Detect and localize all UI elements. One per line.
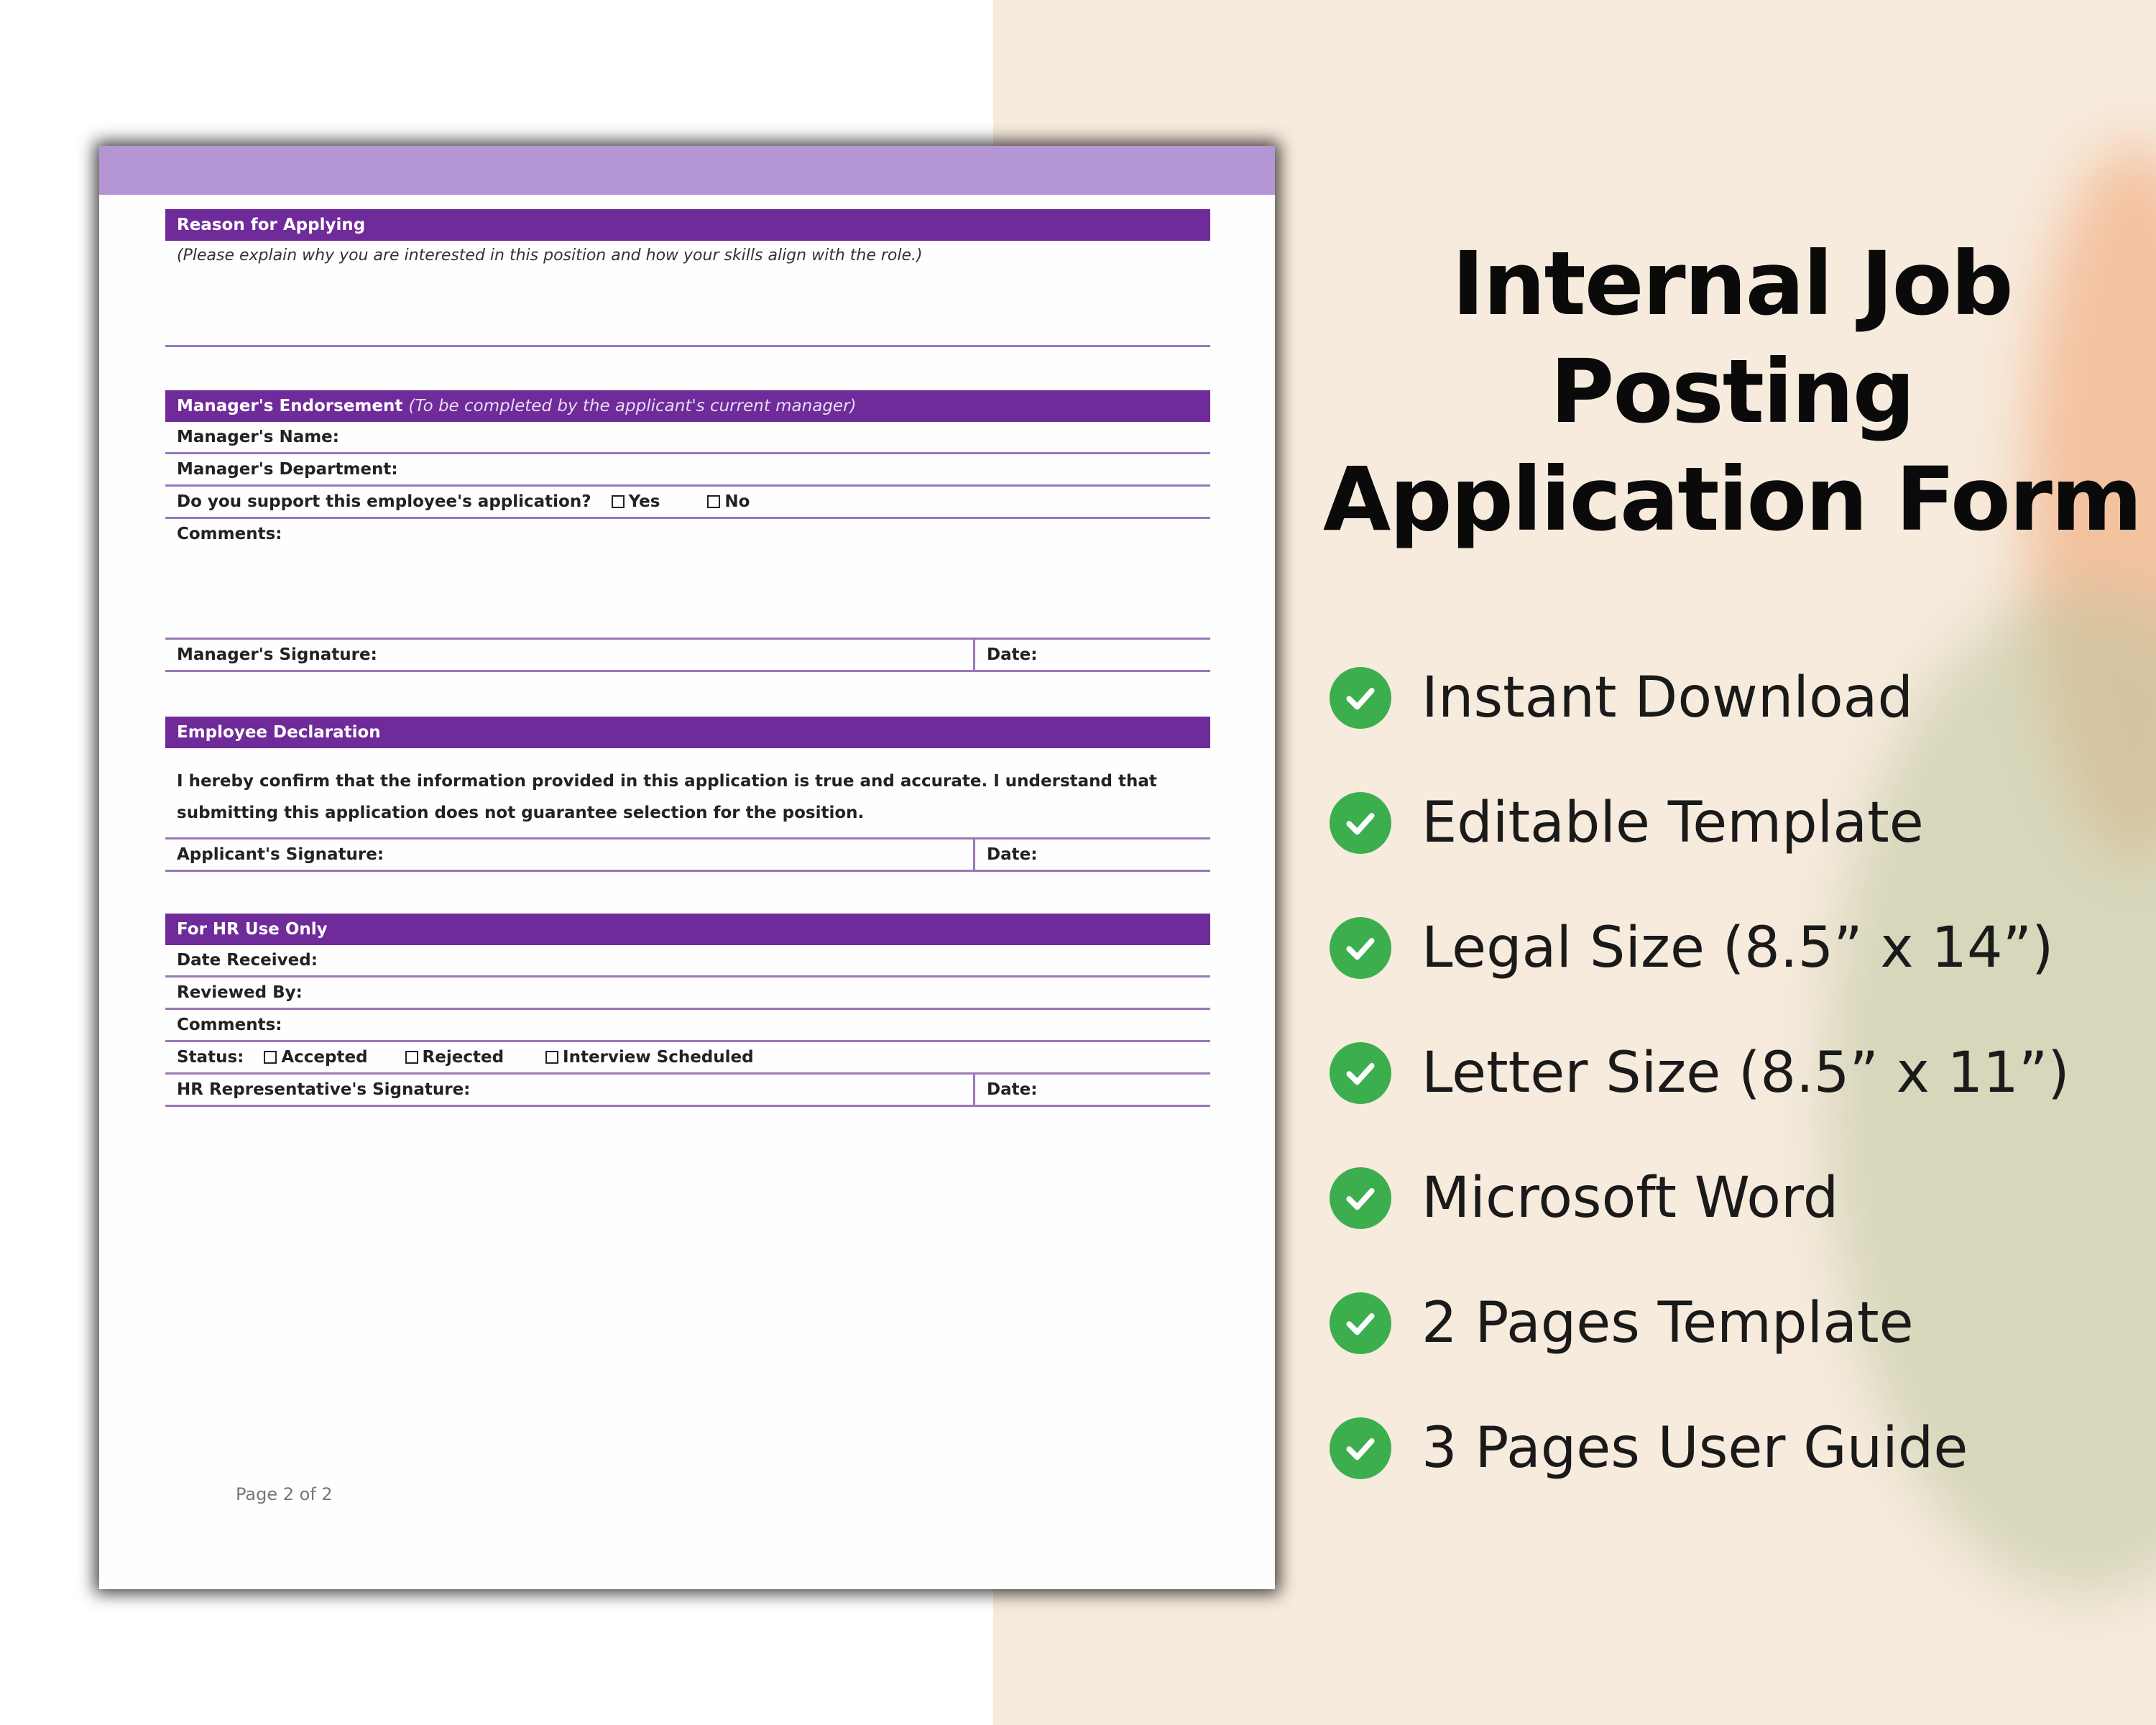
title-line-1: Internal Job Posting [1452,233,2012,443]
status-interview-option[interactable]: Interview Scheduled [545,1042,754,1072]
reason-answer-line [165,345,1210,347]
status-accepted-option[interactable]: Accepted [264,1042,367,1072]
feature-item [1330,635,2070,760]
feature-item [1330,1261,2070,1386]
checkbox-icon[interactable] [545,1051,558,1064]
feature-item [1330,886,2070,1011]
title-line-2: Application Form [1322,448,2142,551]
check-circle-icon [1330,1167,1391,1229]
declaration-text: I hereby confirm that the information provided in this application is true and accurate. I understand that submitting this application does not guarantee selection for the position. [177,772,1157,822]
checkbox-icon[interactable] [405,1051,418,1064]
reason-instructions: (Please explain why you are interested in this position and how your skills align with the role.) [177,247,923,264]
document-preview [99,146,1275,1589]
feature-label: Microsoft Word [1422,1166,1839,1230]
checkbox-icon[interactable] [612,495,625,508]
section-header-declaration: Employee Declaration [165,717,1210,748]
hr-date-field[interactable]: Date: [973,1075,1210,1105]
feature-item [1330,1136,2070,1261]
applicant-date-field[interactable]: Date: [973,840,1210,870]
status-rejected-option[interactable]: Rejected [405,1042,504,1072]
page-number: Page 2 of 2 [236,1484,333,1504]
feature-label: Legal Size (8.5” x 14”) [1422,916,2054,980]
feature-item [1330,1386,2070,1511]
feature-label: 2 Pages Template [1422,1291,1914,1356]
support-yes-option[interactable]: Yes [612,487,660,517]
feature-label: 3 Pages User Guide [1422,1416,1968,1481]
feature-item [1330,1011,2070,1136]
applicant-signature-row [165,837,1210,872]
document-header-band [99,146,1275,195]
hr-comments-field[interactable]: Comments: [165,1010,1210,1042]
feature-list [1330,635,2070,1511]
check-circle-icon [1330,667,1391,729]
applicant-signature-field[interactable]: Applicant's Signature: [177,845,384,864]
manager-signature-field[interactable]: Manager's Signature: [177,645,377,664]
section-header-manager: Manager's Endorsement (To be completed by the applicant's current manager) [165,390,1210,422]
manager-name-field[interactable]: Manager's Name: [165,422,1210,454]
manager-comments-field[interactable]: Comments: [165,519,1210,640]
check-circle-icon [1330,1292,1391,1354]
hr-signature-row [165,1075,1210,1107]
feature-label: Instant Download [1422,666,1913,730]
feature-label: Letter Size (8.5” x 11”) [1422,1041,2070,1105]
checkbox-icon[interactable] [707,495,720,508]
check-circle-icon [1330,917,1391,979]
hr-reviewed-by-field[interactable]: Reviewed By: [165,978,1210,1010]
hr-date-received-field[interactable]: Date Received: [165,945,1210,978]
form-content [165,209,1210,1107]
hr-status-field: Status: Accepted Rejected Interview Scheduled [165,1042,1210,1075]
feature-label: Editable Template [1422,791,1924,855]
manager-department-field[interactable]: Manager's Department: [165,454,1210,487]
section-header-reason: Reason for Applying [165,209,1210,241]
check-circle-icon [1330,1042,1391,1104]
hr-signature-field[interactable]: HR Representative's Signature: [177,1080,471,1099]
check-circle-icon [1330,792,1391,854]
check-circle-icon [1330,1417,1391,1479]
section-header-hr: For HR Use Only [165,914,1210,945]
feature-item [1330,760,2070,886]
product-title [1315,230,2149,553]
manager-signature-row [165,640,1210,672]
checkbox-icon[interactable] [264,1051,277,1064]
support-question-field: Do you support this employee's application? Yes No [165,487,1210,519]
support-no-option[interactable]: No [707,487,750,517]
manager-date-field[interactable]: Date: [973,640,1210,670]
